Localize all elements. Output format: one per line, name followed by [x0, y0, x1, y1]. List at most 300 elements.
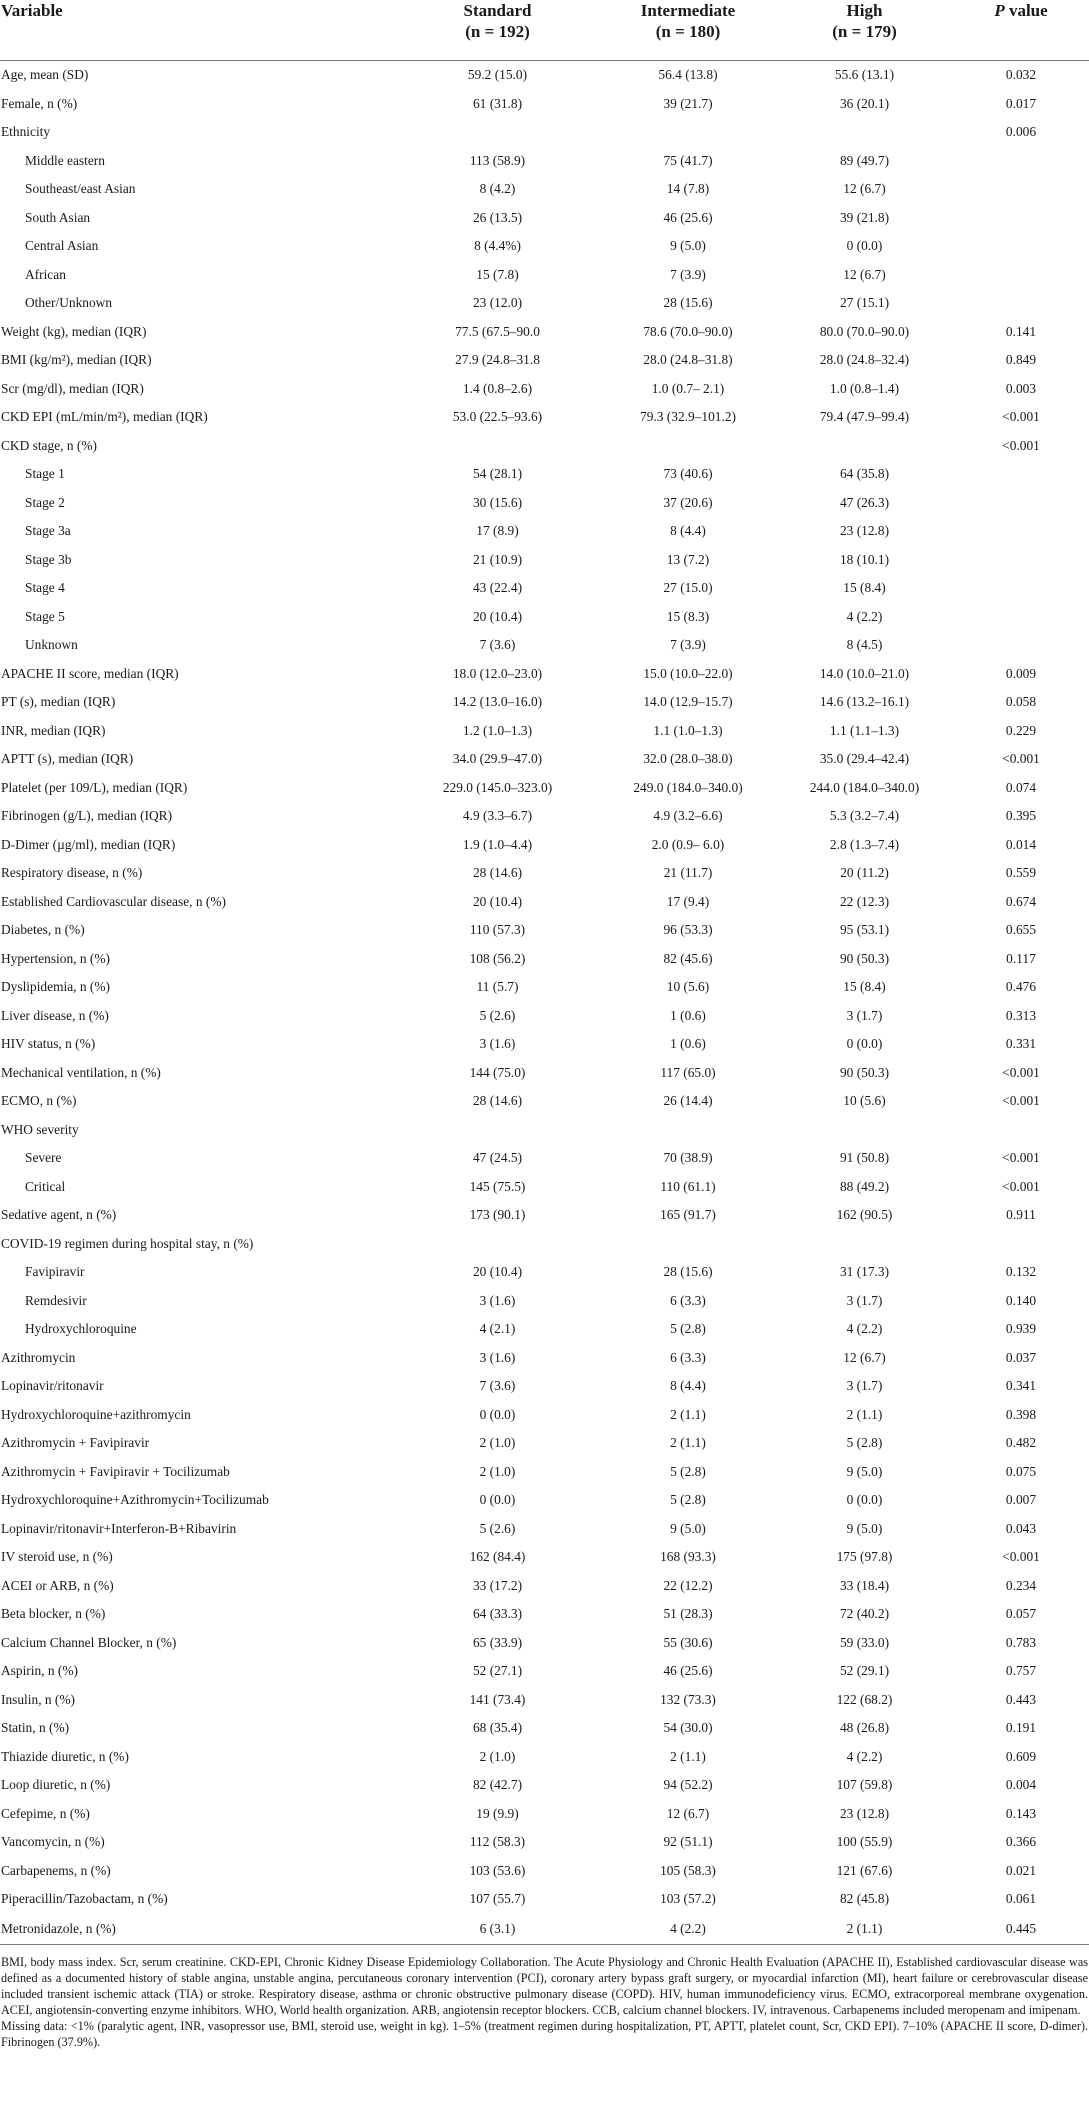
row-standard: 4.9 (3.3–6.7)	[462, 808, 533, 824]
row-variable: Lopinavir/ritonavir+Interferon-B+Ribavirin	[1, 1520, 237, 1536]
row-high: 27 (15.1)	[839, 295, 890, 311]
row-high: 1.1 (1.1–1.3)	[829, 722, 900, 738]
row-standard: 110 (57.3)	[469, 922, 526, 938]
row-p-value: <0.001	[1002, 751, 1040, 767]
table-row	[0, 61, 1089, 90]
row-p-value: 0.911	[1006, 1207, 1036, 1223]
table-row	[0, 631, 1089, 660]
row-variable: APTT (s), median (IQR)	[1, 751, 134, 767]
row-p-value	[953, 1116, 1089, 1145]
row-high: 80.0 (70.0–90.0)	[819, 323, 910, 339]
row-high: 23 (12.8)	[839, 523, 890, 539]
row-p-value	[953, 175, 1089, 204]
row-p-value: 0.482	[1005, 1435, 1037, 1451]
header-standard-label: Standard	[463, 1, 532, 20]
row-standard: 107 (55.7)	[469, 1891, 526, 1907]
row-p-value	[953, 261, 1089, 290]
row-standard: 229.0 (145.0–323.0)	[442, 779, 553, 795]
table-row	[0, 1828, 1089, 1857]
row-intermediate: 56.4 (13.8)	[658, 67, 718, 83]
row-standard: 145 (75.5)	[469, 1178, 526, 1194]
table-row	[0, 1572, 1089, 1601]
row-intermediate: 28 (15.6)	[663, 295, 713, 311]
row-standard: 7 (3.6)	[479, 1378, 516, 1394]
row-variable: ECMO, n (%)	[1, 1093, 77, 1109]
row-intermediate: 79.3 (32.9–101.2)	[640, 409, 736, 425]
row-variable: Dyslipidemia, n (%)	[1, 979, 110, 995]
table-row	[0, 432, 1089, 461]
row-standard: 8 (4.2)	[479, 181, 516, 197]
row-intermediate: 249.0 (184.0–340.0)	[633, 779, 743, 795]
row-high: 4 (2.2)	[846, 1321, 883, 1337]
row-variable: Southeast/east Asian	[25, 181, 136, 197]
table-row	[0, 802, 1089, 831]
row-high: 89 (49.7)	[839, 152, 890, 168]
row-variable: Age, mean (SD)	[1, 67, 89, 83]
table-row	[0, 1800, 1089, 1829]
row-variable: Ethnicity	[1, 124, 51, 140]
row-variable: Mechanical ventilation, n (%)	[1, 1064, 161, 1080]
table-row	[0, 1885, 1089, 1914]
row-standard: 5 (2.6)	[479, 1520, 516, 1536]
row-p-value: <0.001	[1002, 1064, 1040, 1080]
row-intermediate: 55 (30.6)	[663, 1634, 713, 1650]
row-high: 72 (40.2)	[839, 1606, 890, 1622]
row-high: 15 (8.4)	[843, 979, 886, 995]
row-p-value: 0.674	[1005, 893, 1037, 909]
row-standard: 2 (1.0)	[479, 1463, 516, 1479]
row-intermediate: 103 (57.2)	[660, 1891, 716, 1907]
table-row	[0, 1144, 1089, 1173]
row-p-value	[953, 232, 1089, 261]
row-p-value: 0.559	[1005, 865, 1037, 881]
row-high: 48 (26.8)	[839, 1720, 890, 1736]
table-row	[0, 1458, 1089, 1487]
row-intermediate: 46 (25.6)	[663, 1663, 713, 1679]
table-row	[0, 973, 1089, 1002]
table-row	[0, 1429, 1089, 1458]
row-intermediate: 78.6 (70.0–90.0)	[643, 323, 733, 339]
row-high: 31 (17.3)	[839, 1264, 890, 1280]
row-variable: Middle eastern	[25, 152, 105, 168]
row-standard: 103 (53.6)	[469, 1862, 526, 1878]
table-row	[0, 175, 1089, 204]
row-p-value	[953, 147, 1089, 176]
row-standard: 27.9 (24.8–31.8	[455, 352, 540, 368]
table-row	[0, 1258, 1089, 1287]
row-high: 64 (35.8)	[839, 466, 890, 482]
footnote-abbreviations: BMI, body mass index. Scr, serum creatinine. CKD-EPI, Chronic Kidney Disease Epidemiology Collaboration. The Acute Physiology and Chronic Health Evaluation (APACHE II), Established cardiovascular disease was defined as a documented history of stable angina, unstable angina, percutaneous coronary intervention (PCI), coronary artery bypass graft surgery, or myocardial infarction (MI), heart failure or cerebrovascular disease included transient ischemic attack (TIA) or stroke. Respiratory disease, asthma or chronic obstructive pulmonary disease (COPD). HIV, human immunodeficiency virus. ECMO, extracorporeal membrane oxygenation. ACEI, angiotensin-converting enzyme inhibitors. WHO, World health organization. ARB, angiotensin receptor blockers. CCB, calcium channel blockers. IV, intravenous. Carbapenems included meropenam and imipenam.	[1, 1954, 1088, 2017]
table-row	[0, 1002, 1089, 1031]
row-standard	[395, 1230, 600, 1259]
row-variable: Established Cardiovascular disease, n (%)	[1, 893, 226, 909]
row-variable: Beta blocker, n (%)	[1, 1606, 106, 1622]
row-standard: 2 (1.0)	[479, 1748, 516, 1764]
row-variable: Vancomycin, n (%)	[1, 1834, 105, 1850]
row-high: 90 (50.3)	[839, 950, 890, 966]
row-high: 2.8 (1.3–7.4)	[829, 836, 900, 852]
row-high	[776, 1116, 953, 1145]
row-p-value: 0.043	[1005, 1520, 1037, 1536]
row-high: 1.0 (0.8–1.4)	[829, 380, 900, 396]
table-row	[0, 1344, 1089, 1373]
row-high: 88 (49.2)	[839, 1178, 890, 1194]
row-variable: Sedative agent, n (%)	[1, 1207, 117, 1223]
table-row	[0, 1600, 1089, 1629]
row-intermediate	[600, 1116, 776, 1145]
row-high: 52 (29.1)	[839, 1663, 890, 1679]
row-intermediate: 82 (45.6)	[663, 950, 713, 966]
row-variable: Stage 5	[25, 608, 65, 624]
row-standard: 20 (10.4)	[472, 1264, 523, 1280]
row-p-value: 0.445	[953, 1914, 1089, 1945]
row-intermediate: 14 (7.8)	[666, 181, 710, 197]
row-standard: 20 (10.4)	[472, 608, 523, 624]
row-p-value: <0.001	[1002, 1150, 1040, 1166]
row-intermediate: 7 (3.9)	[670, 266, 706, 282]
row-p-value: 0.476	[1005, 979, 1037, 995]
row-p-value	[953, 489, 1089, 518]
table-row	[0, 261, 1089, 290]
row-standard	[395, 1116, 600, 1145]
row-high: 122 (68.2)	[836, 1691, 893, 1707]
row-intermediate: 39 (21.7)	[663, 95, 713, 111]
row-high: 55.6 (13.1)	[834, 67, 895, 83]
row-intermediate: 117 (65.0)	[660, 1064, 716, 1080]
row-intermediate: 110 (61.1)	[660, 1178, 716, 1194]
table-row	[0, 1287, 1089, 1316]
row-intermediate: 54 (30.0)	[663, 1720, 713, 1736]
row-variable: PT (s), median (IQR)	[1, 694, 116, 710]
row-variable: Metronidazole, n (%)	[0, 1914, 395, 1945]
table-row	[0, 232, 1089, 261]
row-standard: 34.0 (29.9–47.0)	[452, 751, 543, 767]
row-p-value: <0.001	[1002, 1178, 1040, 1194]
row-p-value: 0.140	[1005, 1292, 1037, 1308]
row-p-value: 0.849	[1005, 352, 1037, 368]
row-intermediate: 28 (15.6)	[663, 1264, 713, 1280]
row-variable: Stage 3a	[25, 523, 71, 539]
table-row	[0, 546, 1089, 575]
row-p-value: 0.757	[1005, 1663, 1037, 1679]
row-standard: 77.5 (67.5–90.0	[455, 323, 540, 339]
row-intermediate: 165 (91.7)	[660, 1207, 716, 1223]
row-standard: 6 (3.1)	[395, 1914, 600, 1945]
table-row	[0, 603, 1089, 632]
row-variable: Stage 2	[25, 494, 65, 510]
row-high: 3 (1.7)	[846, 1007, 883, 1023]
row-high: 8 (4.5)	[846, 637, 883, 653]
row-high: 14.0 (10.0–21.0)	[819, 665, 910, 681]
row-variable: Aspirin, n (%)	[1, 1663, 78, 1679]
row-intermediate: 15 (8.3)	[666, 608, 710, 624]
row-p-value: 0.003	[1005, 380, 1037, 396]
row-high: 95 (53.1)	[839, 922, 890, 938]
row-intermediate: 132 (73.3)	[660, 1691, 716, 1707]
table-row	[0, 1230, 1089, 1259]
row-standard: 2 (1.0)	[479, 1435, 516, 1451]
row-p-value: 0.443	[1005, 1691, 1037, 1707]
row-standard: 17 (8.9)	[476, 523, 519, 539]
row-variable: Lopinavir/ritonavir	[1, 1378, 104, 1394]
row-p-value: 0.143	[1005, 1805, 1037, 1821]
row-intermediate: 32.0 (28.0–38.0)	[643, 751, 733, 767]
row-intermediate: 22 (12.2)	[663, 1577, 713, 1593]
row-variable: HIV status, n (%)	[1, 1036, 96, 1052]
row-variable: Azithromycin	[1, 1349, 76, 1365]
row-intermediate: 6 (3.3)	[670, 1292, 706, 1308]
header-high	[776, 0, 953, 61]
row-high: 0 (0.0)	[846, 1492, 883, 1508]
row-high: 12 (6.7)	[843, 266, 886, 282]
row-standard: 18.0 (12.0–23.0)	[452, 665, 543, 681]
row-intermediate: 27 (15.0)	[663, 580, 713, 596]
row-intermediate: 96 (53.3)	[663, 922, 713, 938]
table-header	[0, 0, 1089, 61]
row-high: 47 (26.3)	[839, 494, 890, 510]
row-standard: 4 (2.1)	[479, 1321, 516, 1337]
row-p-value: 0.939	[1005, 1321, 1037, 1337]
row-variable: Severe	[25, 1150, 62, 1166]
table-row	[0, 403, 1089, 432]
row-intermediate: 94 (52.2)	[663, 1777, 713, 1793]
row-variable: Statin, n (%)	[1, 1720, 70, 1736]
row-high: 12 (6.7)	[843, 1349, 886, 1365]
row-standard: 28 (14.6)	[472, 1093, 523, 1109]
row-standard: 59.2 (15.0)	[467, 67, 528, 83]
row-intermediate: 51 (28.3)	[663, 1606, 713, 1622]
table-row	[0, 289, 1089, 318]
row-p-value: 0.037	[1005, 1349, 1037, 1365]
row-variable: Other/Unknown	[25, 295, 113, 311]
row-intermediate: 1.0 (0.7– 2.1)	[651, 380, 725, 396]
row-p-value	[953, 574, 1089, 603]
table-row	[0, 1030, 1089, 1059]
row-standard: 112 (58.3)	[469, 1834, 526, 1850]
row-high: 39 (21.8)	[839, 209, 890, 225]
table-row	[0, 1173, 1089, 1202]
row-p-value: 0.191	[1005, 1720, 1037, 1736]
row-p-value	[953, 603, 1089, 632]
table-row	[0, 1714, 1089, 1743]
row-variable: Favipiravir	[25, 1264, 85, 1280]
row-variable: Stage 4	[25, 580, 65, 596]
row-intermediate: 10 (5.6)	[666, 979, 710, 995]
row-high: 33 (18.4)	[839, 1577, 890, 1593]
table-row	[0, 1116, 1089, 1145]
row-high: 12 (6.7)	[843, 181, 886, 197]
row-p-value: 0.395	[1005, 808, 1037, 824]
row-intermediate: 37 (20.6)	[663, 494, 713, 510]
row-p-value: 0.229	[1005, 722, 1037, 738]
row-intermediate: 46 (25.6)	[663, 209, 713, 225]
row-variable: Stage 1	[25, 466, 65, 482]
row-variable: Hypertension, n (%)	[1, 950, 110, 966]
row-p-value	[953, 460, 1089, 489]
row-high: 0 (0.0)	[846, 238, 883, 254]
row-variable: BMI (kg/m²), median (IQR)	[1, 352, 152, 368]
row-variable: Fibrinogen (g/L), median (IQR)	[1, 808, 173, 824]
row-intermediate: 1 (0.6)	[670, 1036, 706, 1052]
table-row	[0, 1059, 1089, 1088]
row-standard: 65 (33.9)	[472, 1634, 523, 1650]
row-p-value: 0.141	[1005, 323, 1037, 339]
row-p-value: 0.057	[1005, 1606, 1037, 1622]
row-intermediate	[600, 1230, 776, 1259]
row-variable: Hydroxychloroquine	[25, 1321, 137, 1337]
header-intermediate-label: Intermediate	[640, 1, 736, 20]
row-high	[776, 118, 953, 147]
row-intermediate: 73 (40.6)	[663, 466, 713, 482]
table-row	[0, 1315, 1089, 1344]
row-variable: Insulin, n (%)	[1, 1691, 76, 1707]
row-high: 91 (50.8)	[839, 1150, 890, 1166]
row-variable: Carbapenems, n (%)	[1, 1862, 111, 1878]
row-p-value: 0.006	[1005, 124, 1037, 140]
table-footnote	[0, 1945, 1089, 2050]
row-intermediate: 2.0 (0.9– 6.0)	[651, 836, 725, 852]
row-high: 2 (1.1)	[846, 1406, 883, 1422]
table-row	[0, 1771, 1089, 1800]
table-row	[0, 916, 1089, 945]
row-variable: WHO severity	[1, 1121, 79, 1137]
row-p-value: 0.007	[1005, 1492, 1037, 1508]
row-standard: 1.9 (1.0–4.4)	[462, 836, 533, 852]
row-high: 0 (0.0)	[846, 1036, 883, 1052]
row-standard: 68 (35.4)	[472, 1720, 523, 1736]
row-high: 82 (45.8)	[839, 1891, 890, 1907]
row-variable: INR, median (IQR)	[1, 722, 106, 738]
table-row	[0, 1686, 1089, 1715]
row-intermediate: 8 (4.4)	[670, 523, 706, 539]
row-p-value: 0.783	[1005, 1634, 1037, 1650]
table-row	[0, 1743, 1089, 1772]
row-high: 9 (5.0)	[846, 1520, 883, 1536]
row-standard: 15 (7.8)	[476, 266, 519, 282]
row-p-value: 0.398	[1005, 1406, 1037, 1422]
table-row	[0, 517, 1089, 546]
header-standard	[395, 0, 600, 61]
row-standard: 47 (24.5)	[472, 1150, 523, 1166]
row-p-value: <0.001	[1002, 1093, 1040, 1109]
row-intermediate: 4.9 (3.2–6.6)	[653, 808, 723, 824]
table-row	[0, 574, 1089, 603]
row-intermediate: 5 (2.8)	[670, 1463, 706, 1479]
table-row	[0, 147, 1089, 176]
row-variable: APACHE II score, median (IQR)	[1, 665, 179, 681]
row-high: 3 (1.7)	[846, 1292, 883, 1308]
row-intermediate: 2 (1.1)	[670, 1748, 706, 1764]
table-row	[0, 460, 1089, 489]
header-standard-n: (n = 192)	[465, 22, 530, 41]
row-p-value: 0.021	[1005, 1862, 1037, 1878]
row-variable: African	[25, 266, 66, 282]
row-high: 2 (1.1)	[776, 1914, 953, 1945]
row-variable: Central Asian	[25, 238, 99, 254]
row-high: 244.0 (184.0–340.0)	[809, 779, 920, 795]
row-variable: Diabetes, n (%)	[1, 922, 85, 938]
row-p-value: 0.014	[1005, 836, 1037, 852]
table-row	[0, 318, 1089, 347]
row-variable: Unknown	[25, 637, 78, 653]
row-variable: Thiazide diuretic, n (%)	[1, 1748, 129, 1764]
row-high: 3 (1.7)	[846, 1378, 883, 1394]
row-standard: 1.4 (0.8–2.6)	[462, 380, 533, 396]
header-p-value	[953, 0, 1089, 61]
row-intermediate: 15.0 (10.0–22.0)	[643, 665, 733, 681]
row-standard: 108 (56.2)	[469, 950, 526, 966]
row-high: 90 (50.3)	[839, 1064, 890, 1080]
row-standard: 43 (22.4)	[472, 580, 523, 596]
row-variable: Cefepime, n (%)	[1, 1805, 90, 1821]
row-standard: 5 (2.6)	[479, 1007, 516, 1023]
row-p-value	[953, 631, 1089, 660]
row-high: 4 (2.2)	[846, 1748, 883, 1764]
row-high: 15 (8.4)	[843, 580, 886, 596]
row-variable: Hydroxychloroquine+azithromycin	[1, 1406, 191, 1422]
row-standard: 3 (1.6)	[479, 1349, 516, 1365]
row-standard: 19 (9.9)	[476, 1805, 519, 1821]
table-row	[0, 90, 1089, 119]
row-intermediate: 70 (38.9)	[663, 1150, 713, 1166]
row-intermediate: 5 (2.8)	[670, 1492, 706, 1508]
row-p-value: 0.655	[1005, 922, 1037, 938]
row-standard: 7 (3.6)	[479, 637, 516, 653]
row-high: 162 (90.5)	[836, 1207, 893, 1223]
row-standard	[395, 118, 600, 147]
header-high-label: High	[846, 1, 883, 20]
row-standard: 141 (73.4)	[469, 1691, 526, 1707]
row-standard: 30 (15.6)	[472, 494, 523, 510]
row-p-value: 0.234	[1005, 1577, 1037, 1593]
row-p-value: 0.075	[1005, 1463, 1037, 1479]
row-high: 121 (67.6)	[836, 1862, 893, 1878]
row-intermediate: 75 (41.7)	[663, 152, 713, 168]
header-p-letter: P	[994, 1, 1005, 20]
table-row	[0, 1857, 1089, 1886]
row-variable: Calcium Channel Blocker, n (%)	[1, 1634, 177, 1650]
row-intermediate: 26 (14.4)	[663, 1093, 713, 1109]
row-standard: 20 (10.4)	[472, 893, 523, 909]
row-p-value: 0.132	[1005, 1264, 1037, 1280]
row-intermediate: 2 (1.1)	[670, 1406, 706, 1422]
row-high: 23 (12.8)	[839, 1805, 890, 1821]
row-p-value: 0.366	[1005, 1834, 1037, 1850]
table-row	[0, 346, 1089, 375]
table-row	[0, 1515, 1089, 1544]
header-variable: Variable	[0, 0, 395, 61]
row-standard: 52 (27.1)	[472, 1663, 523, 1679]
row-intermediate: 1 (0.6)	[670, 1007, 706, 1023]
row-standard: 3 (1.6)	[479, 1292, 516, 1308]
row-intermediate: 17 (9.4)	[666, 893, 710, 909]
row-intermediate: 9 (5.0)	[670, 1520, 706, 1536]
row-high: 107 (59.8)	[836, 1777, 893, 1793]
table-row	[0, 774, 1089, 803]
row-intermediate	[600, 118, 776, 147]
row-variable: CKD stage, n (%)	[1, 437, 97, 453]
row-p-value: 0.058	[1005, 694, 1037, 710]
row-variable: Azithromycin + Favipiravir + Tocilizumab	[1, 1463, 230, 1479]
row-standard: 173 (90.1)	[469, 1207, 526, 1223]
table-row	[0, 1201, 1089, 1230]
row-high: 100 (55.9)	[836, 1834, 893, 1850]
row-p-value: <0.001	[1002, 409, 1040, 425]
row-intermediate: 105 (58.3)	[660, 1862, 716, 1878]
row-intermediate: 21 (11.7)	[663, 865, 713, 881]
row-high: 4 (2.2)	[846, 608, 883, 624]
row-intermediate: 2 (1.1)	[670, 1435, 706, 1451]
